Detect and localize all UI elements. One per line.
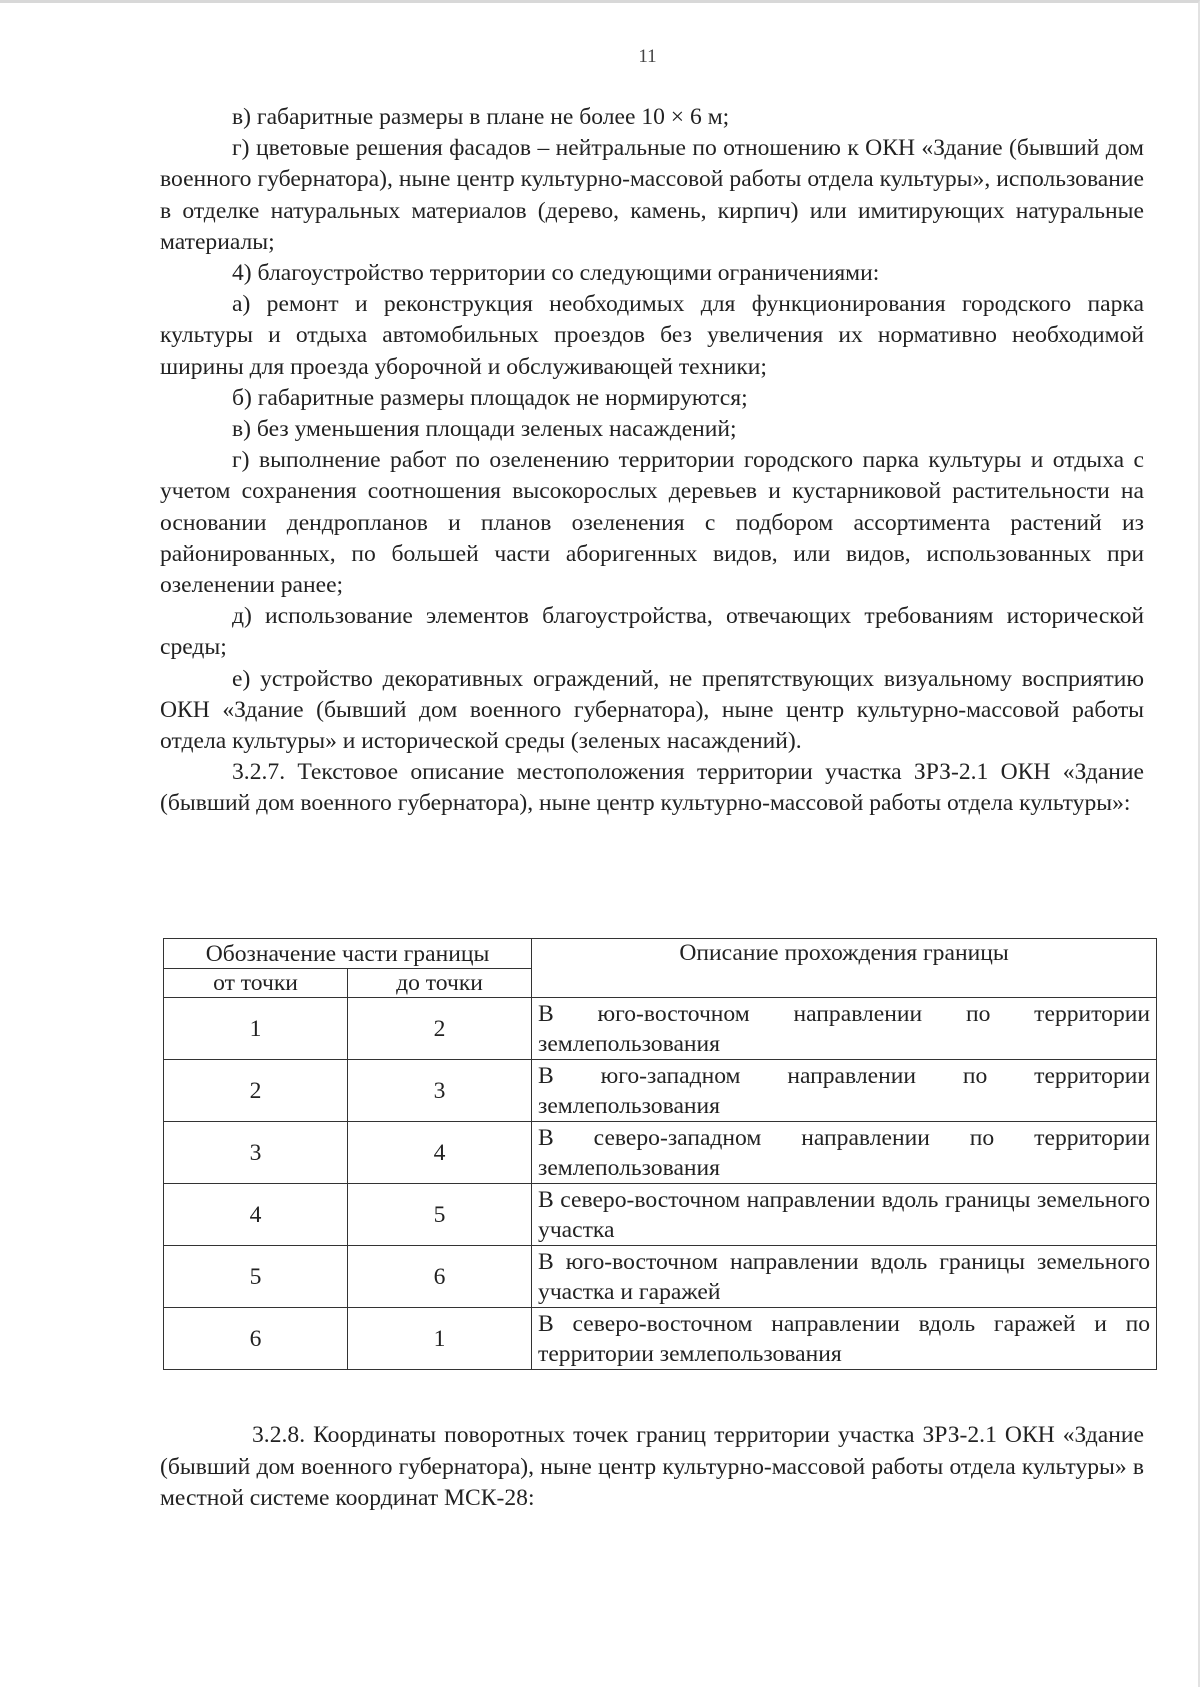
boundary-table (163, 938, 1157, 1370)
paragraph: г) выполнение работ по озеленению территории городского парка культуры и отдыха с учетом сохранения соотношения высокорослых деревьев и кустарниковой растительности на основании дендропланов и планов озеленения с подбором ассортимента растений из районированных, по большей части аборигенных видов, или видов, использованных при озеленении ранее; (160, 447, 1144, 599)
table-header-row (164, 939, 1157, 969)
from-point: 3 (164, 1122, 348, 1184)
paragraph: б) габаритные размеры площадок не нормируются; (232, 384, 748, 411)
from-point: 4 (164, 1184, 348, 1246)
table-row (164, 1184, 1157, 1246)
paragraph: е) устройство декоративных ограждений, не препятствующих визуальному восприятию ОКН «Здание (бывший дом военного губернатора), ныне центр культурно-массовой работы отдела культуры» и исторической среды (зеленых насаждений). (160, 665, 1144, 755)
table-row (164, 1308, 1157, 1370)
to-point: 6 (348, 1246, 532, 1308)
paragraph: 4) благоустройство территории со следующими ограничениями: (232, 260, 880, 287)
from-point: 1 (164, 998, 348, 1060)
paragraph: г) цветовые решения фасадов – нейтральные по отношению к ОКН «Здание (бывший дом военного губернатора), ныне центр культурно-массовой работы отдела культуры», использование в отделке натуральных материалов (дерево, камень, кирпич) или имитирующих натуральные материалы; (160, 135, 1144, 255)
to-point: 4 (348, 1122, 532, 1184)
table-row (164, 998, 1157, 1060)
header-description: Описание прохождения границы (532, 939, 1157, 998)
header-to-point: до точки (348, 969, 532, 998)
from-point: 5 (164, 1246, 348, 1308)
table-row (164, 1122, 1157, 1184)
header-boundary-part: Обозначение части границы (164, 939, 532, 969)
header-from-point: от точки (164, 969, 348, 998)
boundary-description: В юго-восточном направлении вдоль границы земельного участка и гаражей (532, 1246, 1157, 1308)
boundary-description: В северо-восточном направлении вдоль гаражей и по территории землепользования (532, 1308, 1157, 1370)
paragraph: д) использование элементов благоустройства, отвечающих требованиям исторической среды; (160, 603, 1144, 661)
paragraph: 3.2.7. Текстовое описание местоположения территории участка ЗРЗ-2.1 ОКН «Здание (бывший дом военного губернатора), ныне центр культурно-массовой работы отдела культуры»: (160, 759, 1144, 817)
page-number: 11 (638, 46, 657, 67)
from-point: 6 (164, 1308, 348, 1370)
body-text (160, 102, 1144, 820)
paragraph: а) ремонт и реконструкция необходимых для функционирования городского парка культуры и отдыха автомобильных проездов без увеличения их нормативно необходимой ширины для проезда уборочной и обслуживающей техники; (160, 291, 1144, 380)
table-row (164, 1060, 1157, 1122)
from-point: 2 (164, 1060, 348, 1122)
boundary-description: В юго-восточном направлении по территории землепользования (532, 998, 1157, 1060)
to-point: 1 (348, 1308, 532, 1370)
to-point: 2 (348, 998, 532, 1060)
paragraph: в) габаритные размеры в плане не более 10 × 6 м; (232, 104, 730, 130)
boundary-description: В северо-западном направлении по территории землепользования (532, 1122, 1157, 1184)
boundary-description: В юго-западном направлении по территории землепользования (532, 1060, 1157, 1122)
boundary-description: В северо-восточном направлении вдоль границы земельного участка (532, 1184, 1157, 1246)
paragraph: в) без уменьшения площади зеленых насаждений; (232, 416, 737, 443)
paragraph: 3.2.8. Координаты поворотных точек границ территории участка ЗРЗ-2.1 ОКН «Здание (бывший дом военного губернатора), ныне центр культурно-массовой работы отдела культуры» в местной системе координат МСК-28: (160, 1422, 1144, 1511)
closing-text (160, 1420, 1144, 1515)
table-row (164, 1246, 1157, 1308)
to-point: 3 (348, 1060, 532, 1122)
to-point: 5 (348, 1184, 532, 1246)
